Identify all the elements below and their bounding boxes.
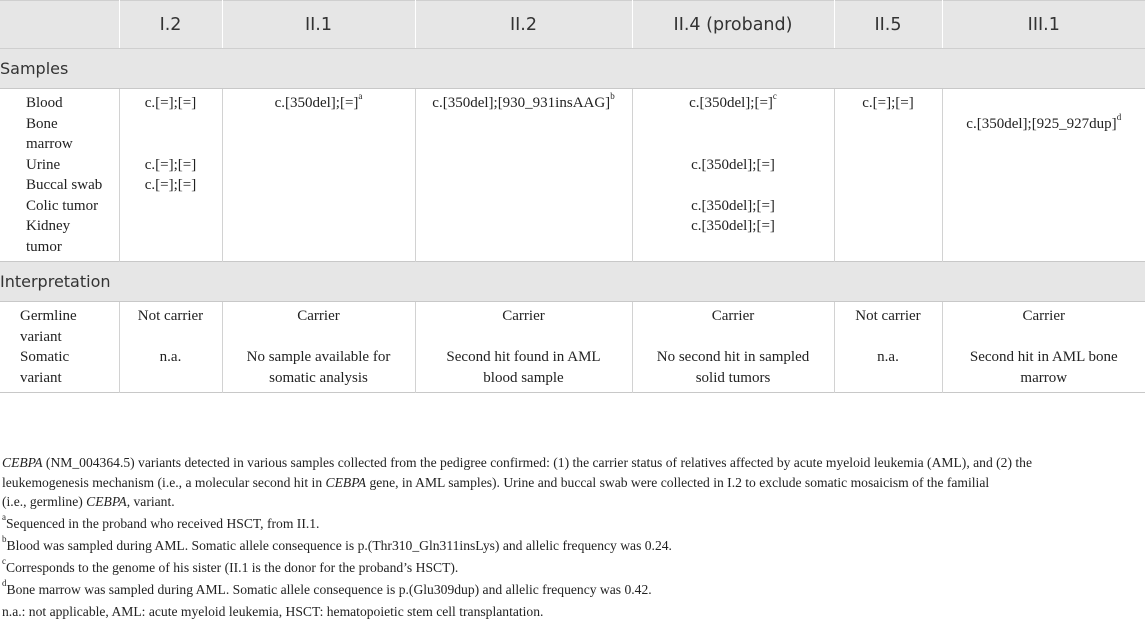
table-caption — [2, 453, 1137, 512]
interpretation-body — [0, 302, 1145, 393]
label-urine: Urine — [0, 155, 119, 176]
I2-buccal: c.[=];[=] — [120, 175, 222, 196]
label-blood: Blood — [0, 93, 119, 114]
label-kidney: Kidney — [0, 216, 119, 237]
abbreviations: n.a.: not applicable, AML: acute myeloid leukemia, HSCT: hematopoietic stem cell transplantation. — [2, 601, 1137, 623]
label-tumor: tumor — [0, 237, 119, 258]
II2-somatic-2: blood sample — [416, 368, 632, 389]
footnote-d: $^d$Bone marrow was sampled during AML. Somatic allele consequence is p.(Glu309dup) and allelic frequency was 0.42. — [2, 579, 1137, 601]
section-interpretation — [0, 262, 1145, 302]
II4-somatic-2: solid tumors — [633, 368, 834, 389]
col-II5-samples — [834, 89, 942, 262]
header-row — [0, 1, 1145, 49]
II4-kidney: c.[350del];[=] — [633, 216, 834, 237]
label-bone: Bone — [0, 114, 119, 135]
footnote-mark-c: c — [773, 91, 777, 101]
col-II4-interp — [632, 302, 834, 393]
header-II4: II.4 (proband) — [632, 1, 834, 49]
caption-line-1: CEBPA (NM_004364.5) variants detected in various samples collected from the pedigree confirmed: (1) the carrier status of relatives affected by acute myeloid leukemia (AML), and (2) the — [2, 453, 1137, 473]
footnote-mark-d: d — [1117, 112, 1122, 122]
I2-somatic: n.a. — [120, 347, 222, 368]
col-II2-samples — [415, 89, 632, 262]
col-II1-interp — [222, 302, 415, 393]
II1-blood: c.[350del];[=]$^a$ — [223, 93, 415, 114]
II4-urine: c.[350del];[=] — [633, 155, 834, 176]
II2-blood: c.[350del];[930_931insAAG]$^b$ — [416, 93, 632, 114]
header-III1: III.1 — [942, 1, 1145, 49]
footnote-b: $^b$Blood was sampled during AML. Somatic allele consequence is p.(Thr310_Gln311insLys) and allelic frequency was 0.24. — [2, 535, 1137, 557]
I2-urine: c.[=];[=] — [120, 155, 222, 176]
II4-blood: c.[350del];[=]$^c$ — [633, 93, 834, 114]
section-title-samples: Samples — [0, 49, 1145, 89]
interp-labels — [0, 302, 119, 393]
col-III1-interp — [942, 302, 1145, 393]
II1-somatic-1: No sample available for — [223, 347, 415, 368]
II1-germline: Carrier — [223, 306, 415, 327]
II2-germline: Carrier — [416, 306, 632, 327]
II5-germline: Not carrier — [835, 306, 942, 327]
I2-blood: c.[=];[=] — [120, 93, 222, 114]
I2-germline: Not carrier — [120, 306, 222, 327]
II5-somatic: n.a. — [835, 347, 942, 368]
col-I2-interp — [119, 302, 222, 393]
header-empty — [0, 1, 119, 49]
header-II1: II.1 — [222, 1, 415, 49]
footnote-mark-a: a — [358, 91, 362, 101]
II2-somatic-1: Second hit found in AML — [416, 347, 632, 368]
footnote-mark-b: b — [610, 91, 615, 101]
col-II5-interp — [834, 302, 942, 393]
section-samples — [0, 49, 1145, 89]
label-colic: Colic tumor — [0, 196, 119, 217]
III1-bone-marrow: c.[350del];[925_927dup]$^d$ — [943, 114, 1145, 135]
III1-germline: Carrier — [943, 306, 1145, 327]
footnote-c: $^c$Corresponds to the genome of his sister (II.1 is the donor for the proband’s HSCT). — [2, 557, 1137, 579]
col-III1-samples — [942, 89, 1145, 262]
II4-colic: c.[350del];[=] — [633, 196, 834, 217]
col-I2-samples — [119, 89, 222, 262]
col-II1-samples — [222, 89, 415, 262]
header-II2: II.2 — [415, 1, 632, 49]
section-title-interpretation: Interpretation — [0, 262, 1145, 302]
header-II5: II.5 — [834, 1, 942, 49]
label-somatic: Somatic — [0, 347, 119, 368]
III1-somatic-2: marrow — [943, 368, 1145, 389]
III1-somatic-1: Second hit in AML bone — [943, 347, 1145, 368]
label-buccal: Buccal swab — [0, 175, 119, 196]
caption-line-3: (i.e., germline) CEBPA, variant. — [2, 492, 1137, 512]
II5-blood: c.[=];[=] — [835, 93, 942, 114]
II4-somatic-1: No second hit in sampled — [633, 347, 834, 368]
label-germline: Germline — [0, 306, 119, 327]
col-II4-samples — [632, 89, 834, 262]
label-germline-variant: variant — [0, 327, 119, 348]
label-somatic-variant: variant — [0, 368, 119, 389]
label-marrow: marrow — [0, 134, 119, 155]
II4-germline: Carrier — [633, 306, 834, 327]
footnote-a: $^a$Sequenced in the proband who received HSCT, from II.1. — [2, 513, 1137, 535]
samples-body — [0, 89, 1145, 262]
sample-labels — [0, 89, 119, 262]
II1-somatic-2: somatic analysis — [223, 368, 415, 389]
caption-line-2: leukemogenesis mechanism (i.e., a molecular second hit in CEBPA gene, in AML samples). Urine and buccal swab were collected in I.2 to exclude somatic mosaicism of the familial — [2, 473, 1137, 493]
table-footnotes — [0, 453, 1137, 623]
col-II2-interp — [415, 302, 632, 393]
header-I2: I.2 — [119, 1, 222, 49]
